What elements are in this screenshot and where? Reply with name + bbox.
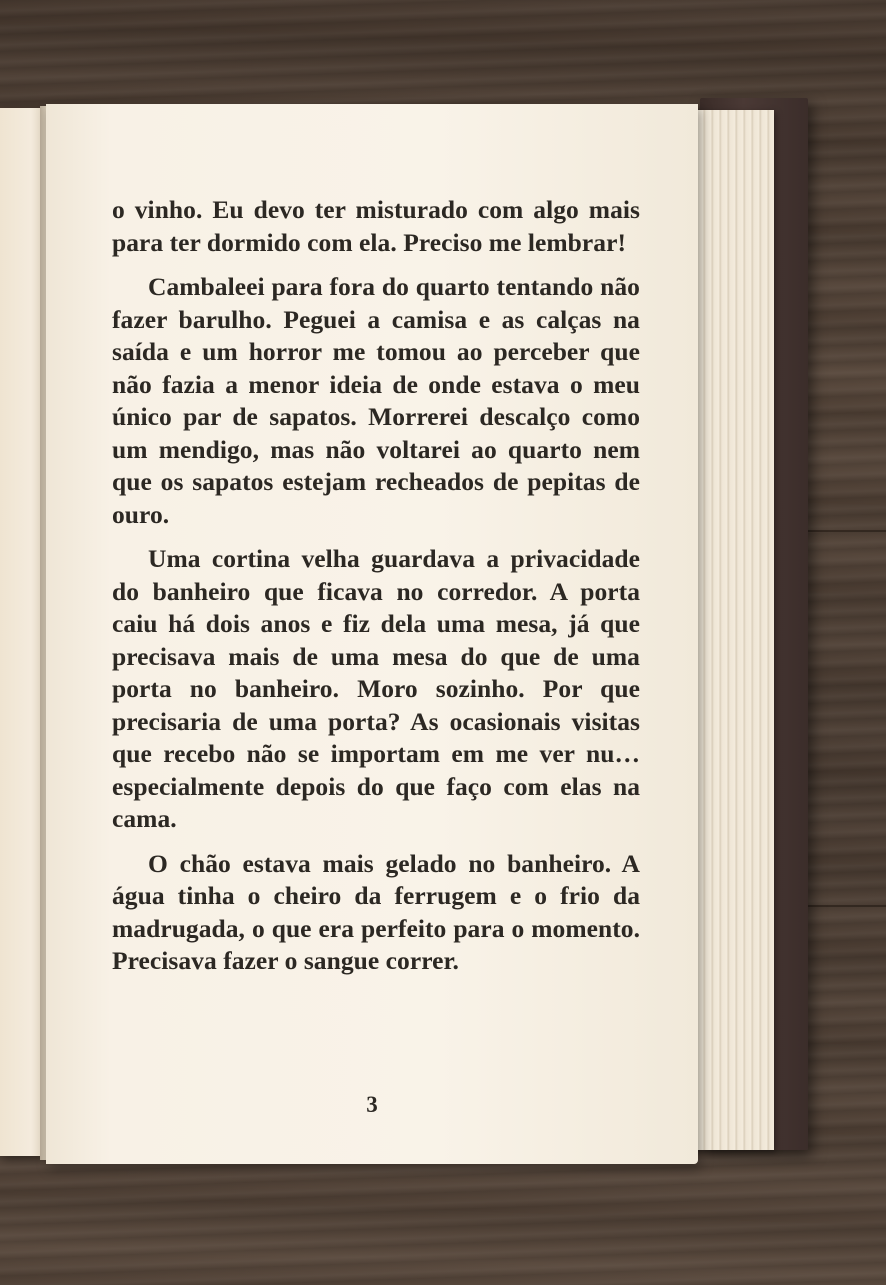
paragraph: O chão estava mais gelado no banheiro. A água tinha o cheiro da ferrugem e o frio da madrugada, o que era perfeito para o momento. Precisava fazer o sangue correr. [112,848,640,975]
page-number: 3 [366,1092,378,1117]
wood-plank-seam [800,905,886,907]
book-page [46,104,698,1164]
paragraph: o vinho. Eu devo ter misturado com algo mais para ter dormido com ela. Preciso me lembrar! [112,195,640,257]
wood-plank-seam [800,530,886,532]
book-page-edges [690,110,774,1150]
page-text [112,194,640,990]
left-page-edge [0,108,44,1156]
paragraph: Cambaleei para fora do quarto tentando não fazer barulho. Peguei a camisa e as calças na saída e um horror me tomou ao perceber que não fazia a menor ideia de onde estava o meu único par de sapatos. Morrerei descalço como um mendigo, mas não voltarei ao quarto nem que os sapatos estejam recheados de pepitas de ouro. [112,272,640,529]
paragraph: Uma cortina velha guardava a privacidade do banheiro que ficava no corredor. A porta caiu há dois anos e fiz dela uma mesa, já que precisava mais de uma mesa do que de uma porta no banheiro. Moro sozinho. Por que precisaria de uma porta? As ocasionais visitas que recebo não se importam em me ver nu… especialmente depois do que faço com elas na cama. [112,544,640,833]
